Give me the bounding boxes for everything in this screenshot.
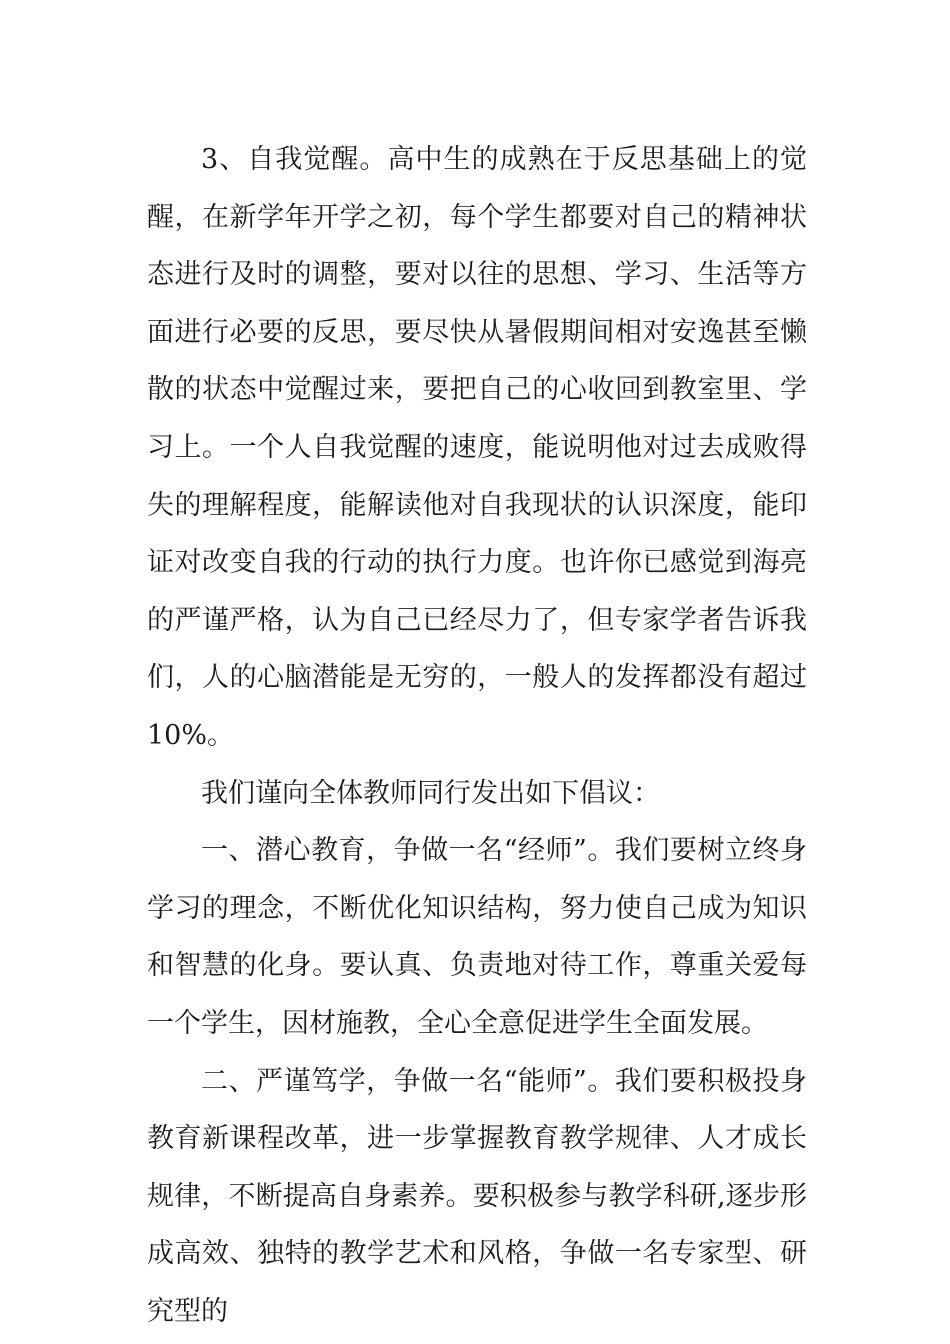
paragraph-proposal-one: 一、潜心教育，争做一名“经师”。我们要树立终身学习的理念，不断优化知识结构，努力使自己成为知识和智慧的化身。要认真、负责地对待工作，尊重关爱每一个学生，因材施教，全心全意促进学生全面发展。 [147,835,807,1039]
paragraph-proposal-two: 二、严谨笃学，争做一名“能师”。我们要积极投身教育新课程改革，进一步掌握教育教学规律、人才成长规律，不断提高自身素养。要积极参与教学科研,逐步形成高效、独特的教学艺术和风格，争做一名专家型、研究型的 [147,1065,807,1327]
document-page [147,131,807,1340]
paragraph-self-awakening: 3、自我觉醒。高中生的成熟在于反思基础上的觉醒，在新学年开学之初，每个学生都要对自己的精神状态进行及时的调整，要对以往的思想、学习、生活等方面进行必要的反思，要尽快从暑假期间相对安逸甚至懒散的状态中觉醒过来，要把自己的心收回到教室里、学习上。一个人自我觉醒的速度，能说明他对过去成败得失的理解程度，能解读他对自我现状的认识深度，能印证对改变自我的行动的执行力度。也许你已感觉到海亮的严谨严格，认为自己已经尽力了，但专家学者告诉我们，人的心脑潜能是无穷的，一般人的发挥都没有超过10%。 [147,144,807,751]
paragraph-proposal-intro: 我们谨向全体教师同行发出如下倡议： [201,777,660,809]
